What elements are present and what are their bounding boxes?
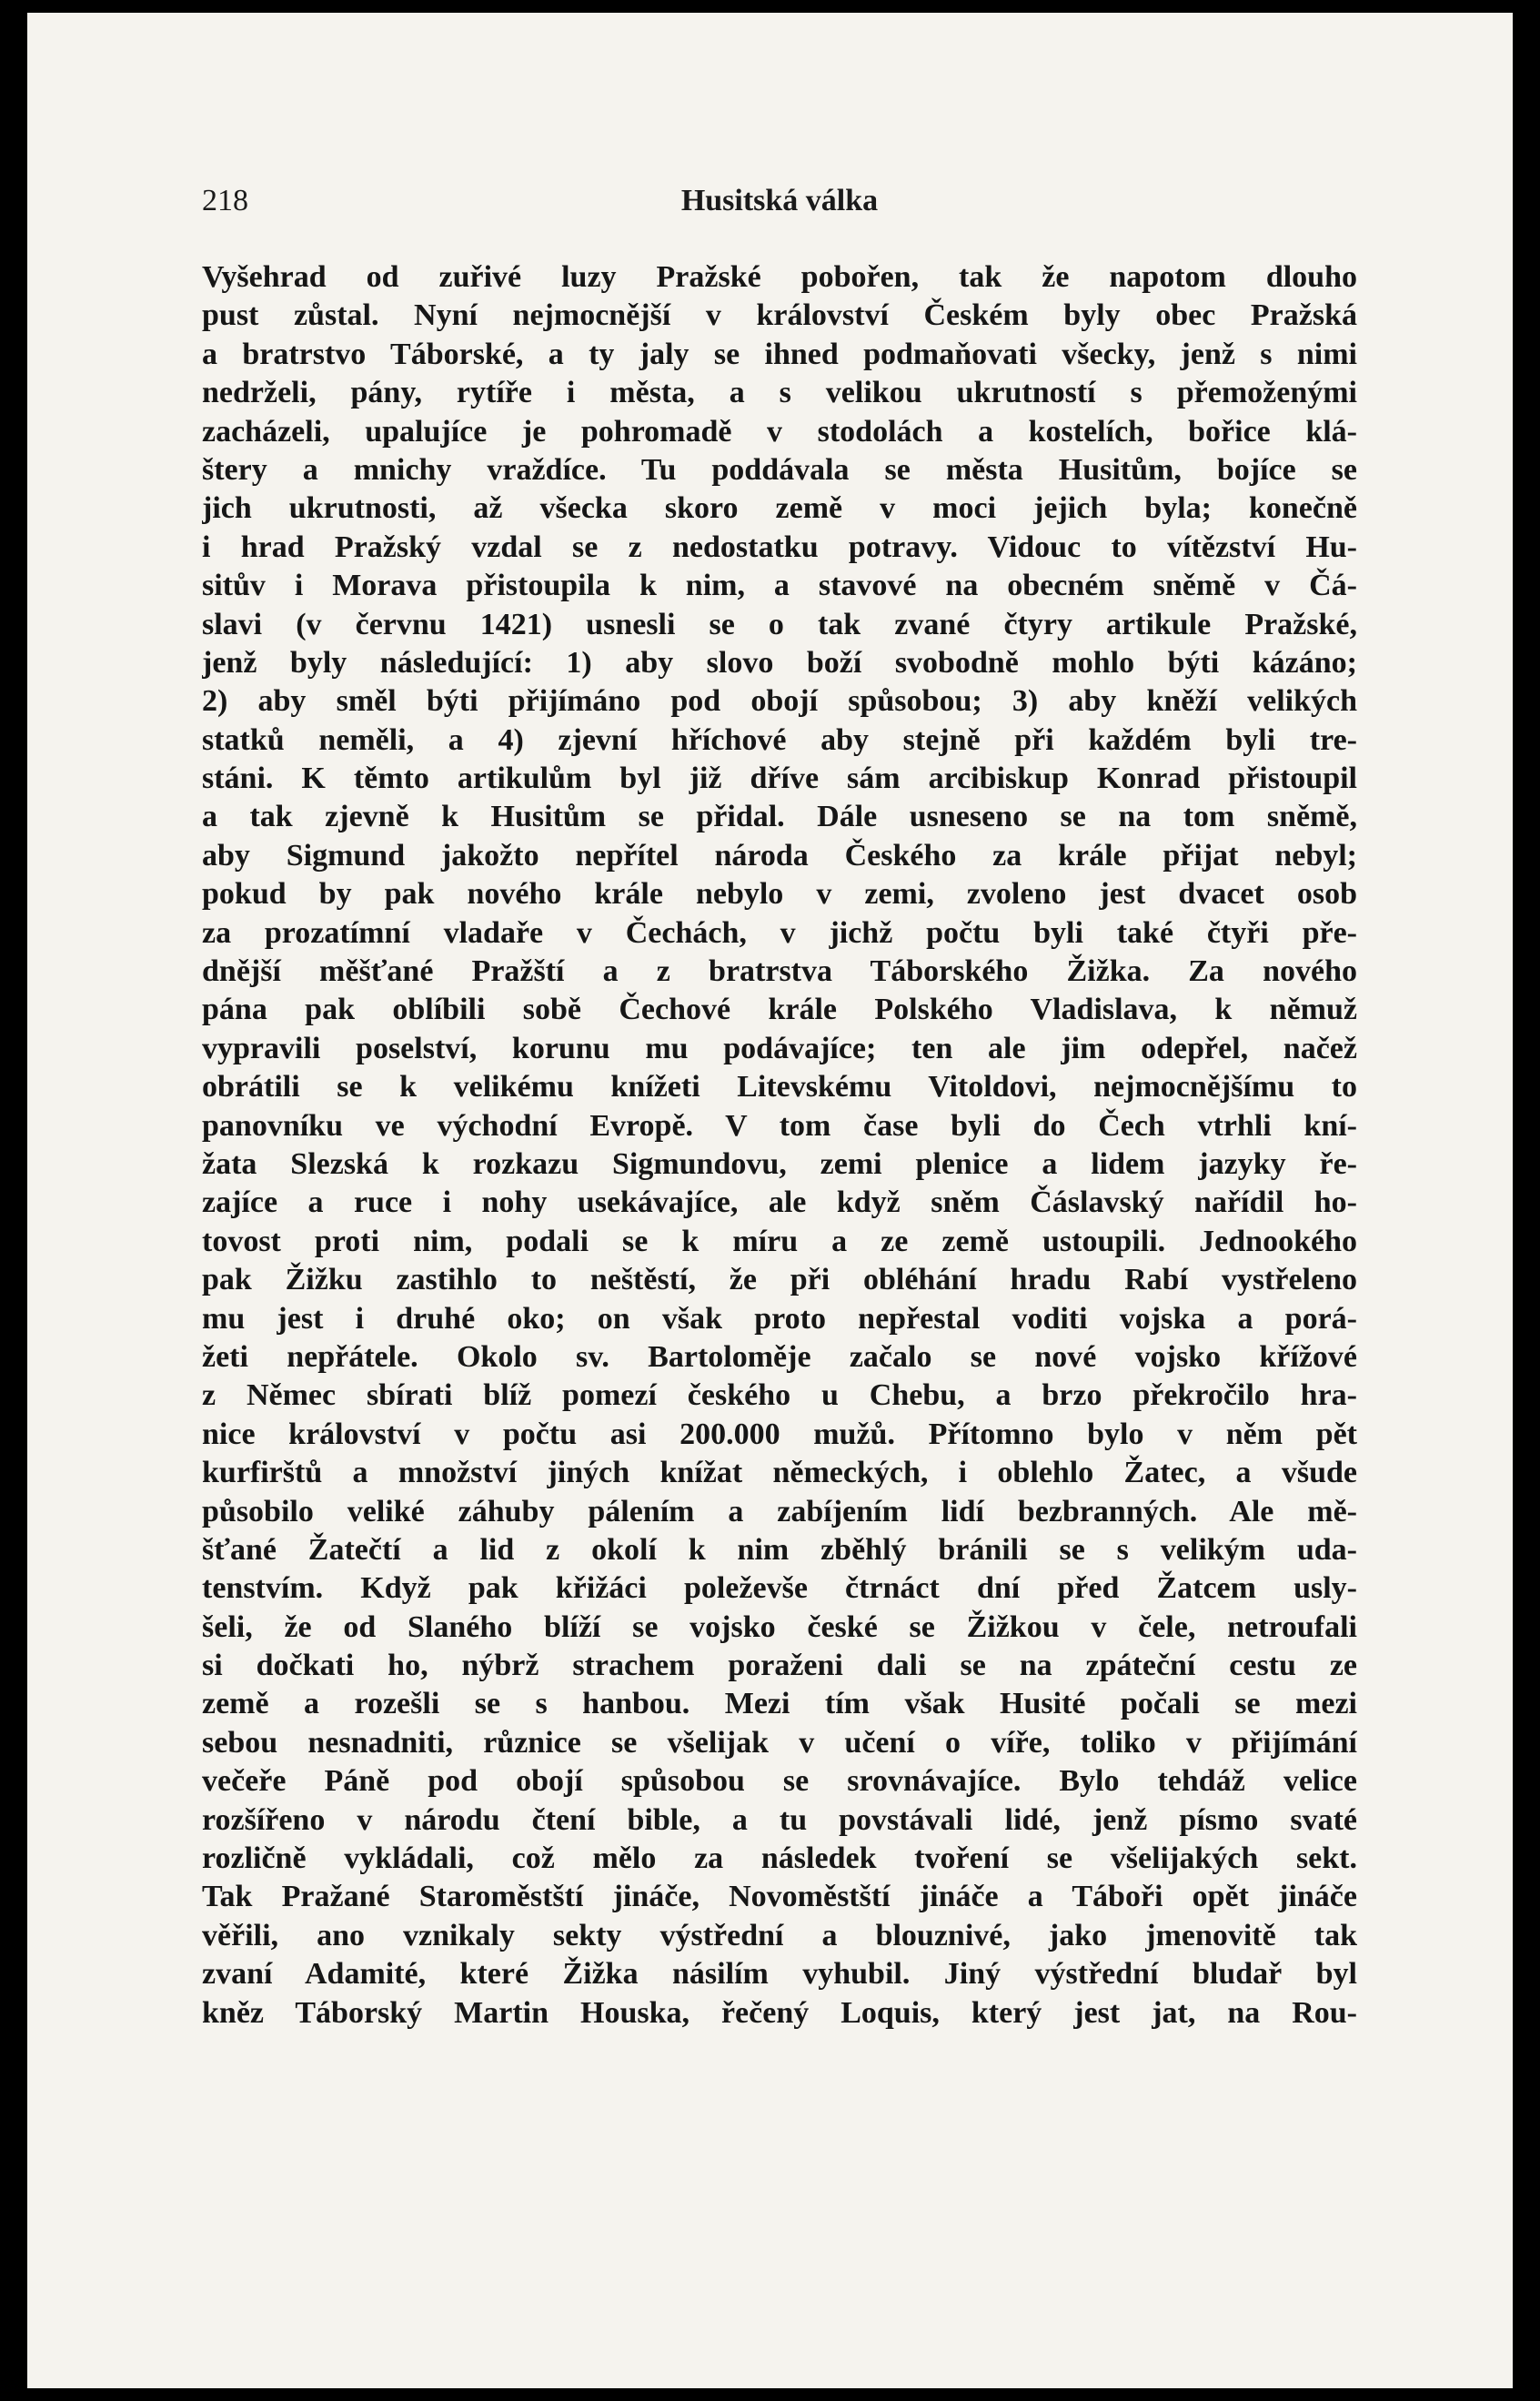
text-line: nice království v počtu asi 200.000 mužů. Přítomno bylo v něm pět [202, 1417, 1357, 1451]
text-line: si dočkati ho, nýbrž strachem poraženi dali se na zpáteční cestu ze [202, 1649, 1357, 1683]
text-line: tenstvím. Když pak křižáci poleževše čtrnáct dní před Žatcem usly- [202, 1571, 1357, 1606]
text-line: vypravili poselství, korunu mu podávajíce; ten ale jim odepřel, načež [202, 1031, 1357, 1065]
text-line: rozšířeno v národu čtení bible, a tu povstávali lidé, jenž písmo svaté [202, 1802, 1357, 1837]
text-line: aby Sigmund jakožto nepřítel národa Českého za krále přijat nebyl; [202, 838, 1357, 873]
text-line: nedrželi, pány, rytíře i města, a s velikou ukrutností s přemoženými [202, 376, 1357, 410]
text-line: šeli, že od Slaného blíží se vojsko české se Žižkou v čele, netroufali [202, 1609, 1357, 1644]
text-line: věřili, ano vznikaly sekty výstřední a blouznivé, jako jmenovitě tak [202, 1918, 1357, 1952]
text-line: stáni. K těmto artikulům byl již dříve sám arcibiskup Konrad přistoupil [202, 762, 1357, 796]
text-line: obrátili se k velikému knížeti Litevskému Vitoldovi, nejmocnějšímu to [202, 1070, 1357, 1105]
text-line: země a rozešli se s hanbou. Mezi tím však Husité počali se mezi [202, 1687, 1357, 1721]
text-line: sebou nesnadniti, různice se všelijak v učení o víře, toliko v přijímání [202, 1725, 1357, 1760]
text-line: sitův i Morava přistoupila k nim, a stavové na obecném sněmě v Čá- [202, 569, 1357, 603]
text-line: zvaní Adamité, které Žižka násilím vyhubil. Jiný výstřední bludař byl [202, 1957, 1357, 1992]
text-line: zajíce a ruce i nohy usekávajíce, ale když sněm Čáslavský nařídil ho- [202, 1185, 1357, 1220]
text-line: 2) aby směl býti přijímáno pod obojí spůsobou; 3) aby kněží velikých [202, 684, 1357, 719]
text-line: jich ukrutnosti, až všecka skoro země v moci jejich byla; konečně [202, 491, 1357, 526]
text-line: působilo veliké záhuby pálením a zabíjením lidí bezbranných. Ale mě- [202, 1494, 1357, 1528]
text-line: večeře Páně pod obojí spůsobou se srovnávajíce. Bylo tehdáž velice [202, 1764, 1357, 1799]
text-line: a bratrstvo Táborské, a ty jaly se ihned podmaňovati všecky, jenž s nimi [202, 337, 1357, 371]
text-line: kurfirštů a množství jiných knížat německých, i oblehlo Žatec, a všude [202, 1456, 1357, 1490]
text-line: panovníku ve východní Evropě. V tom čase byli do Čech vtrhli kní- [202, 1108, 1357, 1143]
text-line: dnější měšťané Pražští a z bratrstva Táborského Žižka. Za nového [202, 954, 1357, 989]
text-line: Tak Pražané Staroměstští jináče, Novoměstští jináče a Táboři opět jináče [202, 1880, 1357, 1914]
text-line: zacházeli, upalujíce je pohromadě v stodolách a kostelích, bořice klá- [202, 414, 1357, 449]
body-text [202, 258, 1357, 2033]
text-line: rozličně vykládali, což mělo za následek tvoření se všelijakých sekt. [202, 1841, 1357, 1876]
text-line: pust zůstal. Nyní nejmocnější v království Českém byly obec Pražská [202, 298, 1357, 333]
book-page [27, 13, 1513, 2388]
text-line: pokud by pak nového krále nebylo v zemi, zvoleno jest dvacet osob [202, 877, 1357, 912]
text-line: i hrad Pražský vzdal se z nedostatku potravy. Vidouc to vítězství Hu- [202, 530, 1357, 564]
page-header [202, 184, 1357, 229]
text-line: a tak zjevně k Husitům se přidal. Dále usneseno se na tom sněmě, [202, 800, 1357, 834]
text-line: tovost proti nim, podali se k míru a ze země ustoupili. Jednookého [202, 1224, 1357, 1258]
page-number: 218 [202, 184, 248, 217]
text-line: Vyšehrad od zuřivé luzy Pražské pobořen, tak že napotom dlouho [202, 260, 1357, 294]
text-line: mu jest i druhé oko; on však proto nepřestal voditi vojska a porá- [202, 1301, 1357, 1336]
text-line: jenž byly následující: 1) aby slovo boží svobodně mohlo býti kázáno; [202, 645, 1357, 680]
text-line: šťané Žatečtí a lid z okolí k nim zběhlý bránili se s velikým uda- [202, 1532, 1357, 1567]
text-line: štery a mnichy vraždíce. Tu poddávala se města Husitům, bojíce se [202, 452, 1357, 487]
text-line: kněz Táborský Martin Houska, řečený Loquis, který jest jat, na Rou- [202, 1995, 1357, 2030]
text-line: z Němec sbírati blíž pomezí českého u Chebu, a brzo překročilo hra- [202, 1378, 1357, 1413]
text-line: žata Slezská k rozkazu Sigmundovu, zemi plenice a lidem jazyky ře- [202, 1146, 1357, 1181]
running-title: Husitská válka [680, 184, 879, 217]
text-line: za prozatímní vladaře v Čechách, v jichž počtu byli také čtyři pře- [202, 915, 1357, 950]
text-line: žeti nepřátele. Okolo sv. Bartoloměje začalo se nové vojsko křížové [202, 1339, 1357, 1374]
text-line: statků neměli, a 4) zjevní hříchové aby stejně při každém byli tre- [202, 722, 1357, 757]
text-line: slavi (v červnu 1421) usnesli se o tak zvané čtyry artikule Pražské, [202, 607, 1357, 641]
text-line: pak Žižku zastihlo to neštěstí, že při obléhání hradu Rabí vystřeleno [202, 1263, 1357, 1297]
text-line: pána pak oblíbili sobě Čechové krále Polského Vladislava, k němuž [202, 993, 1357, 1027]
